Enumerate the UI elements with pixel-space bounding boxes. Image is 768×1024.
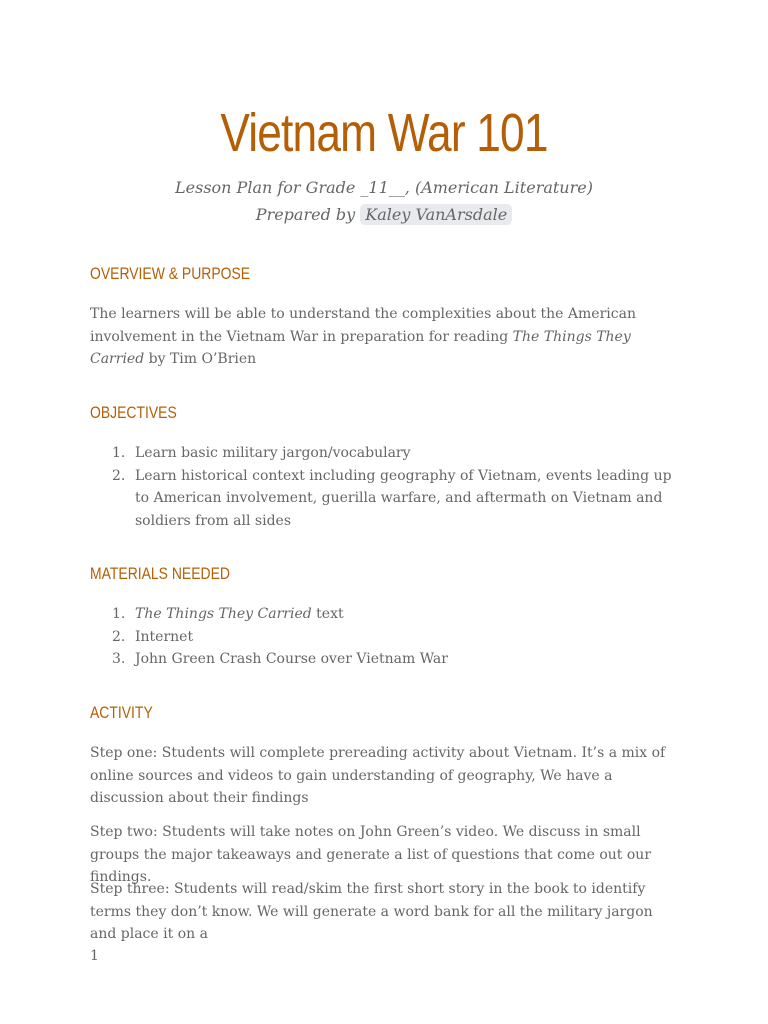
- book-title-italic: The Things They Carried: [90, 328, 631, 367]
- activity-step-one: Step one: Students will complete prereading activity about Vietnam. It’s a mix of online sources and videos to gain understanding of geography, We have a discussion about their findings: [90, 745, 666, 806]
- document-title: Vietnam War 101: [220, 103, 548, 163]
- prepared-by-line: [0, 205, 768, 224]
- activity-step-two: Step two: Students will take notes on John Green’s video. We discuss in small groups the major takeaways and generate a list of questions that come out our findings.: [90, 824, 652, 885]
- list-item-text: Learn basic military jargon/vocabulary: [135, 445, 411, 461]
- list-item-text: John Green Crash Course over Vietnam War: [135, 651, 448, 667]
- activity-step-three: Step three: Students will read/skim the first short story in the book to identify terms they don’t know. We will generate a word bank for all the military jargon and place it on a: [90, 881, 653, 942]
- list-item-italic: The Things They Carried: [135, 606, 312, 622]
- list-item-text: Learn historical context including geography of Vietnam, events leading up to American involvement, guerilla warfare, and aftermath on Vietnam and soldiers from all sides: [135, 467, 672, 529]
- prepared-by-label: Prepared by: [255, 205, 356, 224]
- overview-text-end: by Tim O’Brien: [144, 351, 257, 367]
- page-number: 1: [90, 948, 99, 964]
- overview-heading: OVERVIEW & PURPOSE: [90, 264, 251, 283]
- overview-text-start: The learners will be able to understand the complexities about the American involvement in the Vietnam War in preparation for reading: [90, 306, 636, 345]
- list-number: 2.: [112, 628, 126, 645]
- objectives-list: [90, 442, 680, 532]
- list-number: 2.: [112, 467, 126, 484]
- author-name-chip[interactable]: Kaley VanArsdale: [360, 204, 512, 225]
- overview-paragraph: [90, 303, 680, 371]
- objectives-heading: OBJECTIVES: [90, 403, 177, 422]
- list-number: 3.: [112, 651, 126, 667]
- document-subtitle: Lesson Plan for Grade _11__, (American Literature): [175, 178, 593, 197]
- list-number: 1.: [112, 606, 126, 622]
- list-item: [90, 626, 680, 649]
- activity-heading: ACTIVITY: [90, 703, 153, 722]
- list-item-text: text: [311, 606, 344, 622]
- list-number: 1.: [112, 445, 126, 461]
- materials-list: [90, 603, 680, 671]
- list-item: [90, 648, 680, 671]
- list-item: [90, 465, 680, 533]
- materials-heading: MATERIALS NEEDED: [90, 564, 230, 583]
- list-item: [90, 603, 680, 626]
- list-item-text: Internet: [135, 628, 194, 645]
- list-item: [90, 442, 680, 465]
